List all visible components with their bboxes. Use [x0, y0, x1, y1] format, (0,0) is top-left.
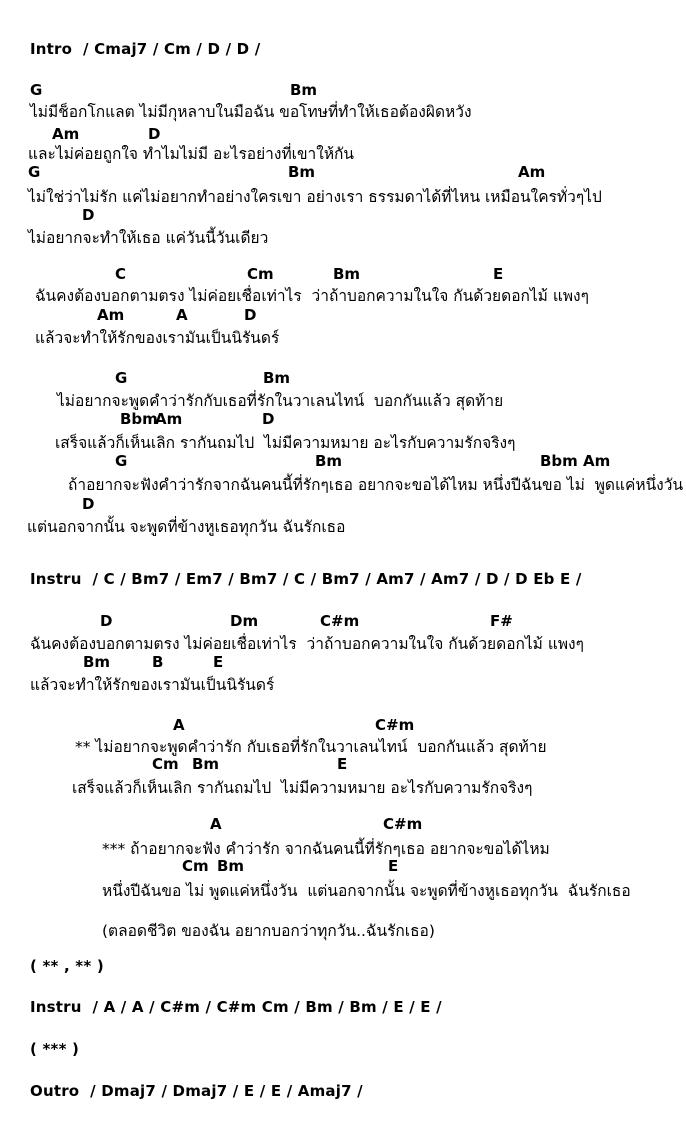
section-line: ( *** ) [30, 1040, 80, 1058]
chord-label: Cm [182, 857, 209, 875]
chord-label: D [262, 410, 275, 428]
lyric-line: เสร็จแล้วก็เห็นเลิก รากันถมไป ไม่มีความหมาย อะไรกับความรักจริงๆ [55, 434, 516, 452]
chord-label: G [28, 163, 41, 181]
chord-label: Bm [263, 369, 291, 387]
chord-label: Bbm [540, 452, 578, 470]
lyric-line: ฉันคงต้องบอกตามตรง ไม่ค่อยเชื่อเท่าไร ว่าถ้าบอกความในใจ กันด้วยดอกไม้ แพงๆ [35, 287, 589, 305]
chord-label: D [148, 125, 161, 143]
lyric-line: ** ไม่อยากจะพูดคำว่ารัก กับเธอที่รักในวาเลนไทน์ บอกกันแล้ว สุดท้าย [75, 738, 547, 756]
chord-label: C [115, 265, 127, 283]
chord-label: A [173, 716, 185, 734]
lyric-line: แล้วจะทำให้รักของเรามันเป็นนิรันดร์ [30, 676, 275, 694]
chord-label: F# [490, 612, 513, 630]
chord-row [0, 81, 686, 99]
chord-label: E [213, 653, 224, 671]
section-line: Outro / Dmaj7 / Dmaj7 / E / E / Amaj7 / [30, 1082, 363, 1100]
chord-label: D [100, 612, 113, 630]
chord-label: Bm [192, 755, 220, 773]
chord-label: A [176, 306, 188, 324]
chord-label: G [115, 452, 128, 470]
section-line: Instru / A / A / C#m / C#m Cm / Bm / Bm / E / E / [30, 998, 442, 1016]
chord-label: G [115, 369, 128, 387]
chord-label: E [337, 755, 348, 773]
chord-label: D [82, 206, 95, 224]
chord-label: Am [518, 163, 546, 181]
chord-row [0, 163, 686, 181]
chord-row [0, 815, 686, 833]
chord-label: A [210, 815, 222, 833]
chord-label: Bm [315, 452, 343, 470]
chord-label: E [493, 265, 504, 283]
lyric-line: ไม่อยากจะพูดคำว่ารักกับเธอที่รักในวาเลนไทน์ บอกกันแล้ว สุดท้าย [57, 392, 504, 410]
chord-label: C#m [320, 612, 360, 630]
chord-row [0, 306, 686, 324]
lyric-line: แต่นอกจากนั้น จะพูดที่ข้างหูเธอทุกวัน ฉันรักเธอ [27, 518, 346, 536]
chord-row [0, 716, 686, 734]
chord-label: Bm [333, 265, 361, 283]
chord-label: Cm [152, 755, 179, 773]
chord-label: B [152, 653, 164, 671]
chord-row [0, 265, 686, 283]
section-line: Intro / Cmaj7 / Cm / D / D / [30, 40, 261, 58]
lyric-line: ไม่มีช็อกโกแลต ไม่มีกุหลาบในมือฉัน ขอโทษที่ทำให้เธอต้องผิดหวัง [30, 103, 472, 121]
chord-label: C#m [383, 815, 423, 833]
lyric-line: แล้วจะทำให้รักของเรามันเป็นนิรันดร์ [35, 329, 280, 347]
chord-label: Bm [288, 163, 316, 181]
chord-label: E [388, 857, 399, 875]
chord-row [0, 452, 686, 470]
chord-label: Am [97, 306, 125, 324]
chord-row [0, 755, 686, 773]
chord-label: Am [583, 452, 611, 470]
chord-label: Bm [83, 653, 111, 671]
lyric-line: หนึ่งปีฉันขอ ไม่ พูดแค่หนึ่งวัน แต่นอกจากนั้น จะพูดที่ข้างหูเธอทุกวัน ฉันรักเธอ [102, 882, 631, 900]
lyric-line: ไม่อยากจะทำให้เธอ แค่วันนี้วันเดียว [28, 229, 269, 247]
lyric-line: (ตลอดชีวิต ของฉัน อยากบอกว่าทุกวัน..ฉันรักเธอ) [102, 922, 435, 940]
lyric-line: ถ้าอยากจะฟังคำว่ารักจากฉันคนนี้ที่รักๆเธอ อยากจะขอได้ไหม หนึ่งปีฉันขอ ไม่ พูดแค่หนึ่งวัน [68, 476, 684, 494]
chord-row [0, 653, 686, 671]
lyric-line: *** ถ้าอยากจะฟัง คำว่ารัก จากฉันคนนี้ที่รักๆเธอ อยากจะขอได้ไหม [102, 840, 550, 858]
lyric-line: ฉันคงต้องบอกตามตรง ไม่ค่อยเชื่อเท่าไร ว่าถ้าบอกความในใจ กันด้วยดอกไม้ แพงๆ [30, 635, 584, 653]
lyric-line: เสร็จแล้วก็เห็นเลิก รากันถมไป ไม่มีความหมาย อะไรกับความรักจริงๆ [72, 779, 533, 797]
chord-row [0, 612, 686, 630]
chord-label: Bm [217, 857, 245, 875]
chord-label: Am [52, 125, 80, 143]
chord-row [0, 857, 686, 875]
chord-row [0, 495, 686, 513]
chord-label: Bm [290, 81, 318, 99]
chord-row [0, 410, 686, 428]
chord-label: Am [155, 410, 183, 428]
chord-row [0, 369, 686, 387]
section-line: ( ** , ** ) [30, 957, 104, 975]
chord-label: C#m [375, 716, 415, 734]
chord-label: Bbm [120, 410, 158, 428]
lyric-line: ไม่ใช่ว่าไม่รัก แค่ไม่อยากทำอย่างใครเขา อย่างเรา ธรรมดาได้ที่ไหน เหมือนใครทั่วๆไป [28, 188, 602, 206]
chord-label: G [30, 81, 43, 99]
lyric-line: และไม่ค่อยถูกใจ ทำไมไม่มี อะไรอย่างที่เขาให้กัน [28, 145, 355, 163]
section-line: Instru / C / Bm7 / Em7 / Bm7 / C / Bm7 / Am7 / Am7 / D / D Eb E / [30, 570, 582, 588]
chord-row [0, 206, 686, 224]
chord-label: D [82, 495, 95, 513]
chord-label: Cm [247, 265, 274, 283]
chord-label: Dm [230, 612, 259, 630]
chord-label: D [244, 306, 257, 324]
